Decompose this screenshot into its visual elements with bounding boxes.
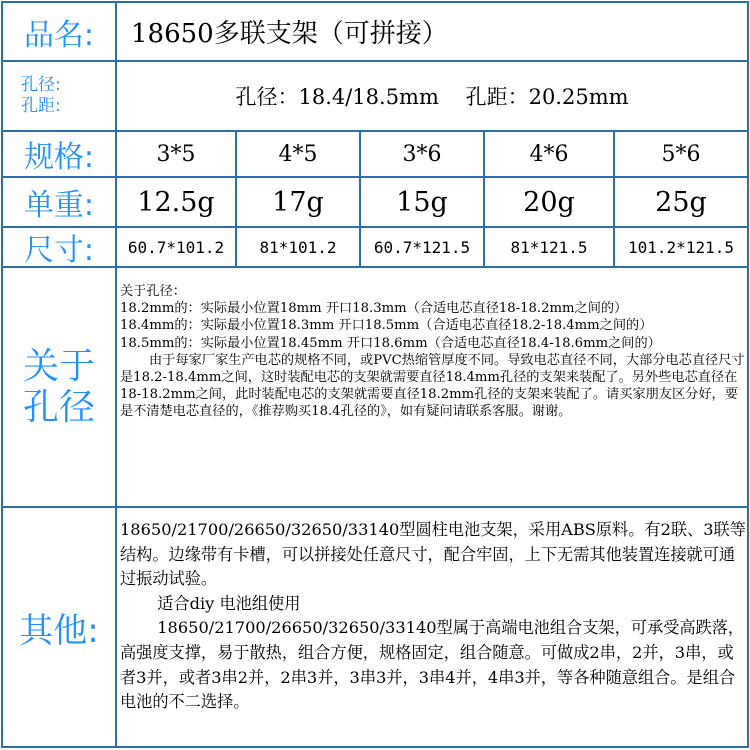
weight-value: 17g [272, 186, 324, 218]
weight-value: 15g [396, 186, 448, 218]
about-paragraph: 由于每家厂家生产电芯的规格不同，或PVC热缩管厚度不同。导致电芯直径不同，大部分电芯直径尺寸是18.2-18.4mm之间，这时装配电芯的支架就需要直径18.4mm孔径的支架来装配了。另外些电芯直径在18-18.2mm之间，此时装配电芯的支架就需要直径18.2mm孔径的支架来装配了。请买家朋友区分好，要是不清楚电芯直径的，《推荐购买18.4孔径的》，如有疑问请联系客服。谢谢。 [120, 352, 745, 420]
size-value: 60.7*101.2 [127, 237, 225, 257]
about-heading: 关于孔径： [120, 284, 186, 299]
bore-label: 孔径: [21, 74, 61, 95]
other-label: 其他: [19, 610, 99, 651]
spec-value: 4*6 [529, 141, 569, 167]
other-paragraph-2: 适合diy 电池组使用 [157, 593, 301, 613]
other-paragraph-1: 18650/21700/26650/32650/33140型圆柱电池支架，采用ABS原料。有2联、3联等结构。边缘带有卡槽，可以拼接处任意尺寸，配合牢固，上下无需其他装置连接就可通过振动试验。 [120, 520, 746, 589]
bore-pitch-value: 孔径：18.4/18.5mm 孔距：20.25mm [235, 85, 629, 109]
about-label-line1: 关于 [22, 345, 95, 387]
pitch-label: 孔距: [21, 96, 61, 116]
spec-value: 3*6 [402, 141, 442, 167]
weight-value: 25g [655, 186, 707, 218]
bore-pitch-label [3, 62, 115, 130]
spec-value: 5*6 [661, 141, 701, 167]
size-value: 60.7*121.5 [373, 237, 471, 257]
other-notes [120, 518, 748, 715]
about-bore-label [3, 268, 115, 506]
about-label-line2: 孔径 [22, 387, 95, 428]
product-spec-table [1, 1, 749, 749]
size-value: 101.2*121.5 [628, 237, 734, 257]
spec-value: 3*5 [156, 141, 196, 167]
weight-value: 20g [523, 186, 575, 218]
product-name-label: 品名: [23, 17, 95, 53]
spec-value: 4*5 [278, 141, 318, 167]
size-value: 81*101.2 [259, 237, 337, 257]
product-name-value: 18650多联支架（可拼接） [131, 19, 448, 49]
spec-label: 规格: [23, 140, 95, 175]
size-value: 81*121.5 [510, 237, 588, 257]
other-paragraph-3: 18650/21700/26650/32650/33140型属于高端电池组合支架，可承受高跌落，高强度支撑，易于散热，组合方便，规格固定，组合随意。可做成2串，2并，3串，或者3并，或者3串2并，2串3并，3串3并，3串4并，4串3并，等各种随意组合。是组合电池的不二选择。 [120, 618, 745, 712]
about-line-18-2: 18.2mm的：实际最小位置18mm 开口18.3mm（合适电芯直径18-18.2mm之间的） [120, 301, 628, 317]
about-line-18-4: 18.4mm的：实际最小位置18.3mm 开口18.5mm（合适电芯直径18.2-18.4mm之间的） [120, 318, 653, 334]
about-bore-notes [120, 283, 745, 421]
weight-value: 12.5g [137, 186, 215, 218]
weight-label: 单重: [23, 188, 95, 223]
grid-line [1, 746, 749, 748]
about-line-18-5: 18.5mm的：实际最小位置18.45mm 开口18.6mm（合适电芯直径18.4-18.6mm之间的） [120, 335, 661, 351]
size-label: 尺寸: [23, 233, 95, 266]
